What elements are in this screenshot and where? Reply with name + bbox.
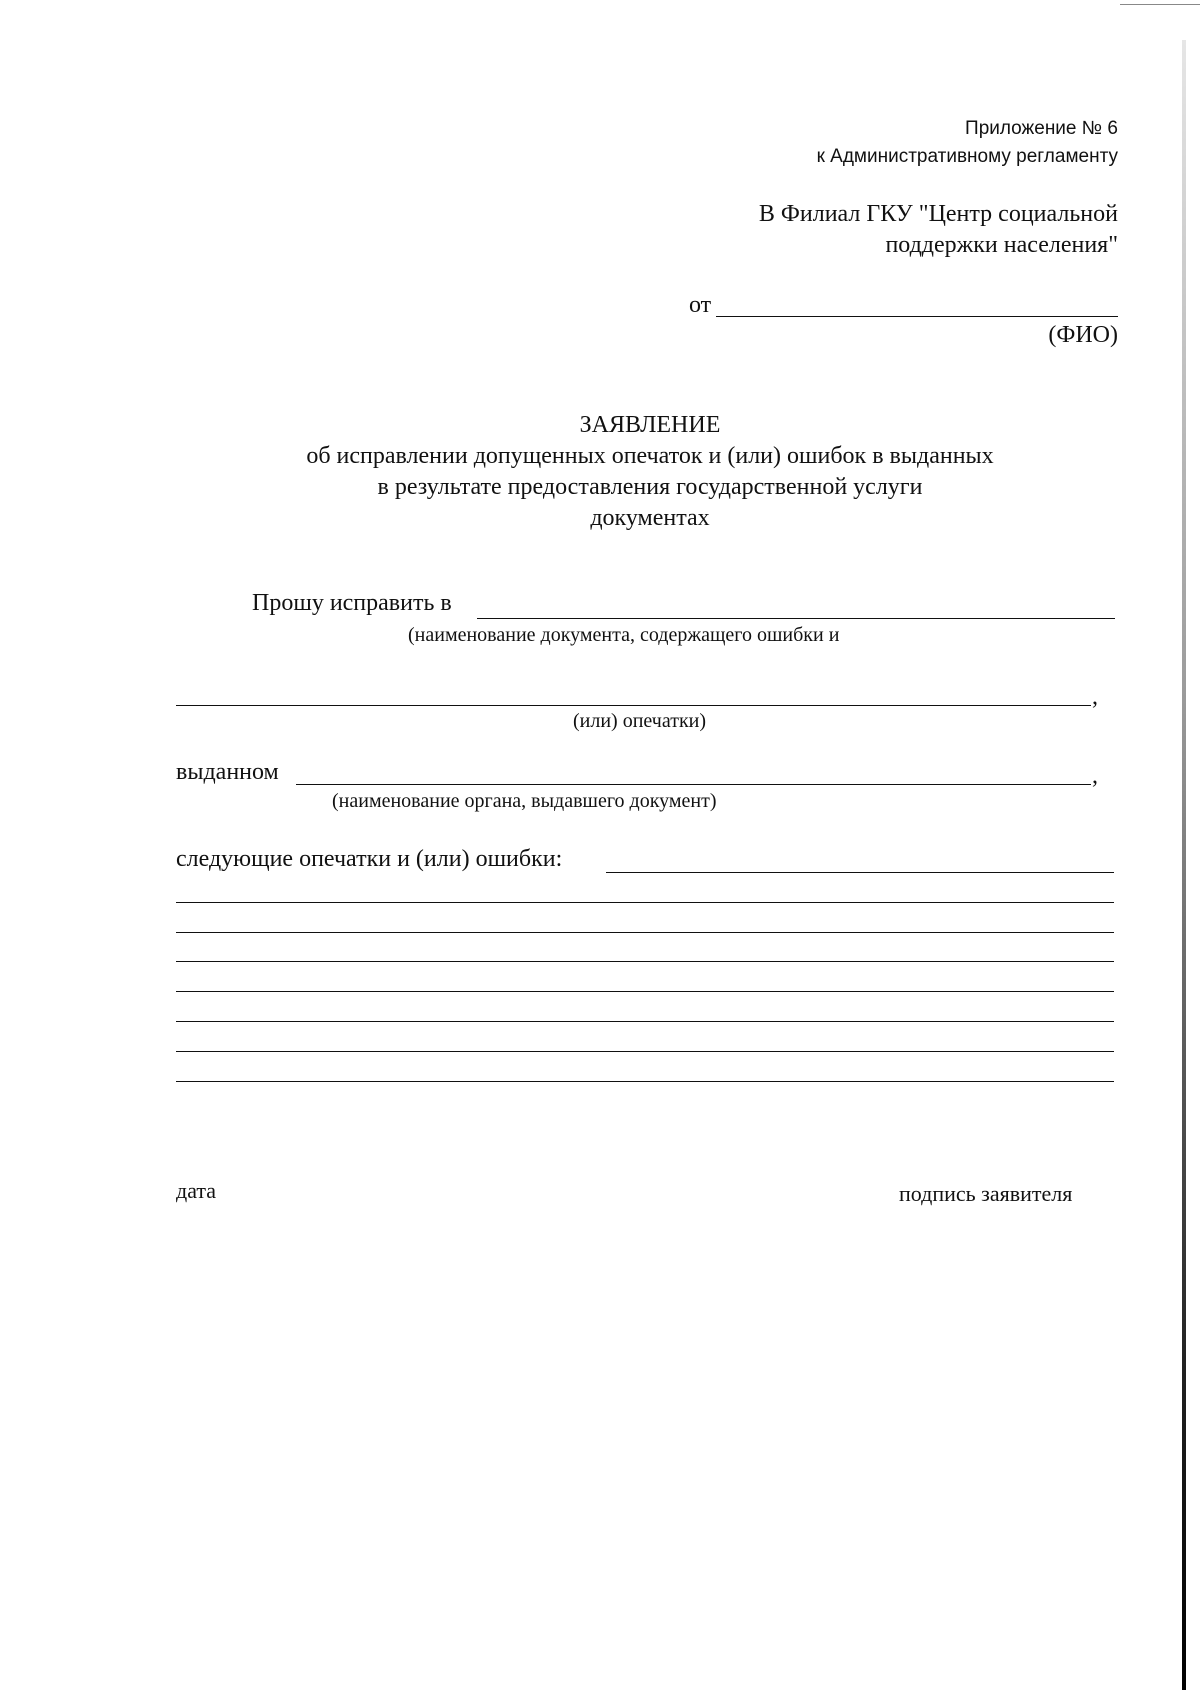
issued-label: выданном bbox=[176, 759, 279, 785]
request-label: Прошу исправить в bbox=[252, 590, 452, 616]
document-name-input-line-2[interactable] bbox=[176, 705, 1091, 706]
errors-input-line-6[interactable] bbox=[176, 1021, 1114, 1022]
recipient-line-2: поддержки населения" bbox=[885, 232, 1118, 258]
comma-2: , bbox=[1092, 763, 1098, 789]
from-label: от bbox=[689, 292, 712, 318]
document-name-caption: (наименование документа, содержащего ошибки и bbox=[408, 624, 840, 646]
date-label: дата bbox=[176, 1178, 217, 1203]
errors-input-line-8[interactable] bbox=[176, 1081, 1114, 1082]
document-name-caption-2: (или) опечатки) bbox=[573, 710, 707, 732]
signature-label: подпись заявителя bbox=[899, 1181, 1073, 1206]
fio-input-line[interactable] bbox=[716, 316, 1118, 317]
title-line-3: документах bbox=[590, 505, 710, 531]
errors-input-line-7[interactable] bbox=[176, 1051, 1114, 1052]
title-main: ЗАЯВЛЕНИЕ bbox=[579, 412, 721, 438]
scan-edge-top-mark bbox=[1120, 4, 1200, 5]
comma-1: , bbox=[1092, 684, 1098, 710]
recipient-line-1: В Филиал ГКУ "Центр социальной bbox=[758, 201, 1118, 227]
errors-input-line-3[interactable] bbox=[176, 932, 1114, 933]
errors-input-line-5[interactable] bbox=[176, 991, 1114, 992]
document-title bbox=[200, 410, 1100, 534]
appendix-reference: к Административному регламенту bbox=[816, 146, 1118, 167]
appendix-number: Приложение № 6 bbox=[965, 118, 1118, 139]
issuing-authority-caption: (наименование органа, выдавшего документ) bbox=[332, 790, 717, 812]
fio-caption: (ФИО) bbox=[1048, 322, 1118, 348]
errors-input-line-2[interactable] bbox=[176, 902, 1114, 903]
errors-input-line-1[interactable] bbox=[606, 872, 1114, 873]
title-line-1: об исправлении допущенных опечаток и (или) ошибок в выданных bbox=[306, 443, 994, 469]
issuing-authority-input-line[interactable] bbox=[296, 784, 1091, 785]
document-name-input-line[interactable] bbox=[477, 618, 1115, 619]
title-line-2: в результате предоставления государственной услуги bbox=[377, 474, 923, 500]
errors-input-line-4[interactable] bbox=[176, 961, 1114, 962]
errors-label: следующие опечатки и (или) ошибки: bbox=[176, 846, 563, 872]
scan-edge-shadow bbox=[1182, 40, 1186, 1690]
